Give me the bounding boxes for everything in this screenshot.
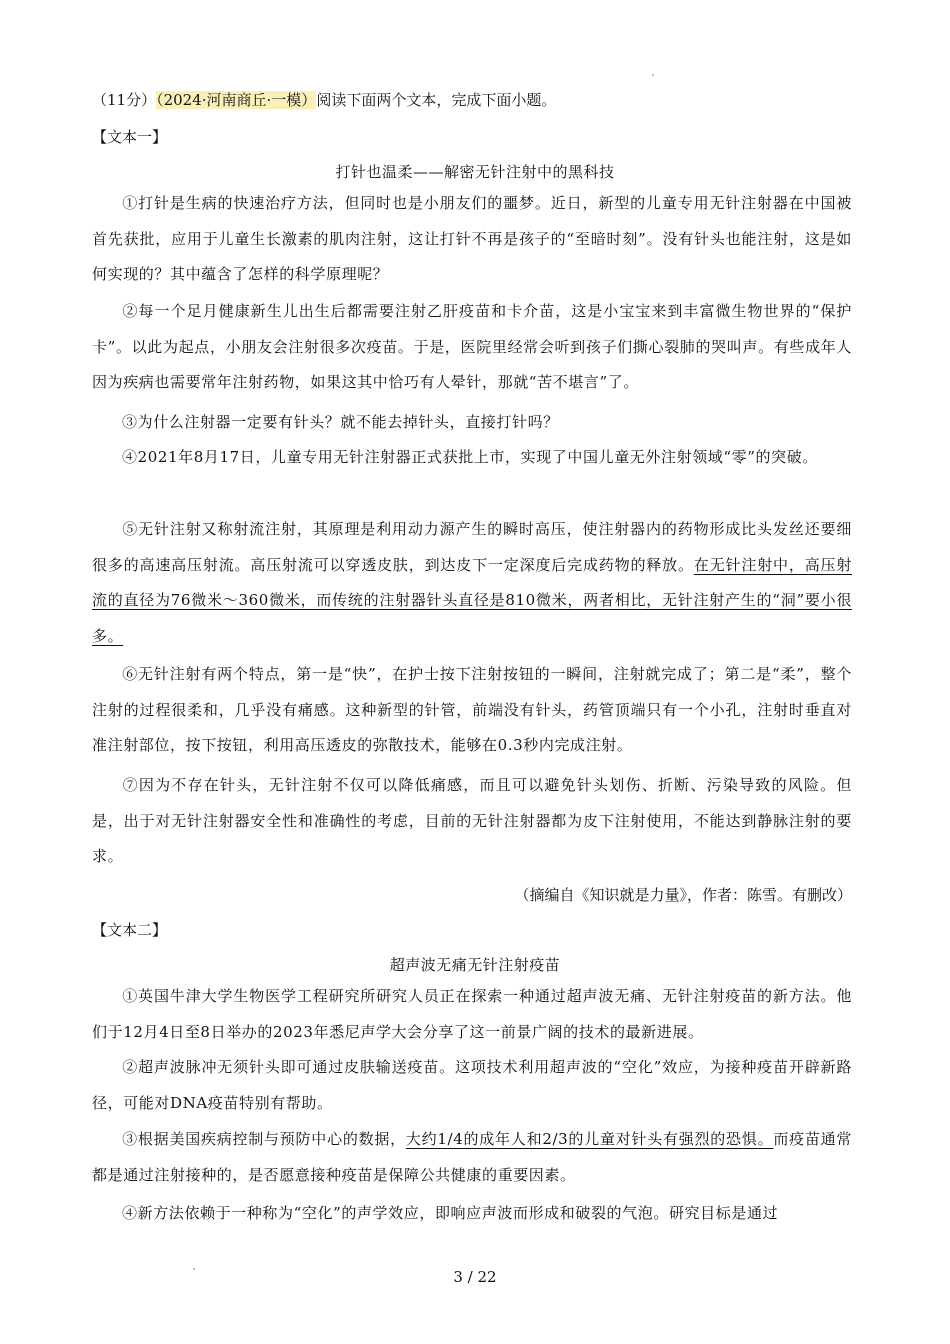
text1-paragraph-2 xyxy=(92,294,852,401)
text1-paragraph-3 xyxy=(92,405,852,441)
text2-p3-text: ③根据美国疾病控制与预防中心的数据， xyxy=(122,1130,406,1148)
text1-p3-text: ③为什么注射器一定要有针头？就不能去掉针头，直接打针吗？ xyxy=(122,413,559,431)
text1-p1-text: ①打针是生病的快速治疗方法，但同时也是小朋友们的噩梦。近日，新型的儿童专用无针注射器在中国被首先获批，应用于儿童生长激素的肌肉注射，这让打针不再是孩子的“至暗时刻”。没有针头也能注射，这是如何实现的？其中蕴含了怎样的科学原理呢？ xyxy=(92,194,852,284)
page-number: 3 / 22 xyxy=(453,1268,497,1286)
text2-p3-text-end: 而疫苗通常都是通过注射接种的，是否愿意接种疫苗是保障公共健康的重要因素。 xyxy=(92,1130,852,1184)
text2-p2-text: ②超声波脉冲无须针头即可通过皮肤输送疫苗。这项技术利用超声波的“空化”效应，为接种疫苗开辟新路径，可能对DNA疫苗特别有帮助。 xyxy=(92,1058,852,1112)
text2-paragraph-2 xyxy=(92,1050,852,1121)
text1-p6-text: ⑥无针注射有两个特点，第一是“快”，在护士按下注射按钮的一瞬间，注射就完成了；第二是“柔”，整个注射的过程很柔和，几乎没有痛感。这种新型的针管，前端没有针头，药管顶端只有一个小孔，注射时垂直对准注射部位，按下按钮，利用高压透皮的弥散技术，能够在0.3秒内完成注射。 xyxy=(92,665,852,755)
text2-p1-text: ①英国牛津大学生物医学工程研究所研究人员正在探索一种通过超声波无痛、无针注射疫苗的新方法。他们于12月4日至8日举办的2023年悉尼声学大会分享了这一前景广阔的技术的最新进展。 xyxy=(92,987,852,1041)
text2-paragraph-1 xyxy=(92,979,852,1050)
scan-dot xyxy=(652,74,654,76)
text1-p5-text: ⑤无针注射又称射流注射，其原理是利用动力源产生的瞬时高压，使注射器内的药物形成比头发丝还要细很多的高速高压射流。高压射流可以穿透皮肤，到达皮下一定深度后完成药物的释放。 xyxy=(92,520,852,574)
text1-paragraph-7 xyxy=(92,768,852,875)
text1-source: （摘编自《知识就是力量》，作者：陈雪。有删改） xyxy=(514,886,852,904)
text2-label: 【文本二】 xyxy=(92,921,168,939)
text1-p2-text: ②每一个足月健康新生儿出生后都需要注射乙肝疫苗和卡介苗，这是小宝宝来到丰富微生物世界的“保护卡”。以此为起点，小朋友会注射很多次疫苗。于是，医院里经常会听到孩子们撕心裂肺的哭叫声。有些成年人因为疾病也需要常年注射药物，如果这其中恰巧有人晕针，那就“苦不堪言”了。 xyxy=(92,302,852,392)
text1-paragraph-4 xyxy=(92,440,852,476)
text1-title: 打针也温柔——解密无针注射中的黑科技 xyxy=(335,163,615,181)
text1-label: 【文本一】 xyxy=(92,128,168,146)
text2-title: 超声波无痛无针注射疫苗 xyxy=(389,956,561,974)
question-header xyxy=(92,90,556,110)
text2-p4-text: ④新方法依赖于一种称为“空化”的声学效应，即响应声波而形成和破裂的气泡。研究目标是通过 xyxy=(122,1204,779,1222)
text1-p4-text: ④2021年8月17日，儿童专用无针注射器正式获批上市，实现了中国儿童无外注射领域“零”的突破。 xyxy=(122,448,818,466)
text2-paragraph-4 xyxy=(92,1196,852,1232)
text1-p7-text: ⑦因为不存在针头，无针注射不仅可以降低痛感，而且可以避免针头划伤、折断、污染导致的风险。但是，出于对无针注射器安全性和准确性的考虑，目前的无针注射器都为皮下注射使用，不能达到静脉注射的要求。 xyxy=(92,776,852,866)
text1-paragraph-5 xyxy=(92,512,852,654)
text2-p3-underlined: 大约1/4的成年人和2/3的儿童对针头有强烈的恐惧。 xyxy=(405,1130,774,1148)
instruction-text: 阅读下面两个文本，完成下面小题。 xyxy=(316,91,557,109)
source-tag: （2024·河南商丘·一模） xyxy=(156,91,317,109)
text1-p5-underlined: 在无针注射中，高压射流的直径为76微米～360微米，而传统的注射器针头直径是810微米，两者相比，无针注射产生的“洞”要小很多。 xyxy=(92,555,852,645)
text1-paragraph-6 xyxy=(92,657,852,764)
score-label: （11分） xyxy=(92,91,157,109)
text2-paragraph-3 xyxy=(92,1122,852,1193)
text1-paragraph-1 xyxy=(92,186,852,293)
